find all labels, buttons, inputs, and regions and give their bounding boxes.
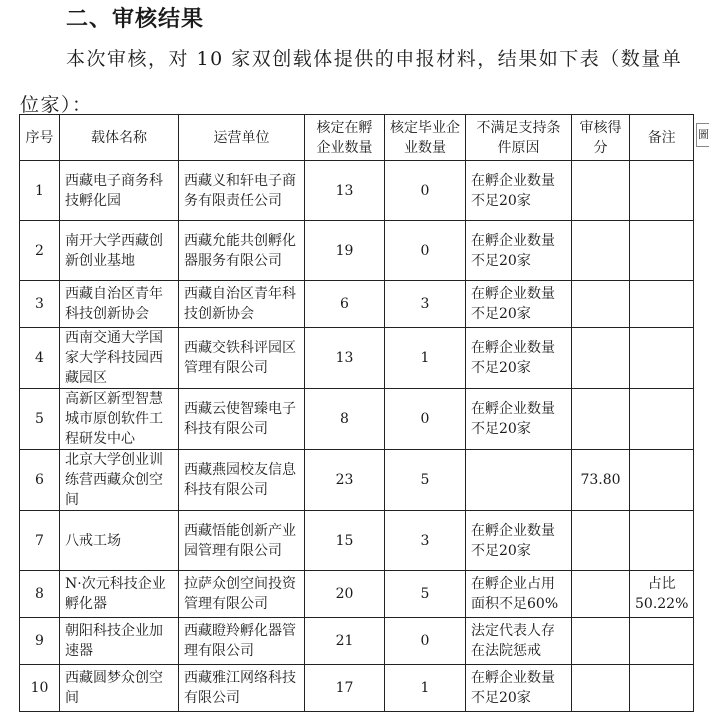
cell-note	[630, 328, 694, 389]
table-row	[20, 618, 694, 665]
cell-name: 八戒工场	[60, 511, 179, 571]
cell-reason: 在孵企业数量不足20家	[466, 389, 572, 450]
cell-name: N·次元科技企业孵化器	[60, 571, 179, 618]
cell-name: 西南交通大学国家大学科技园西藏园区	[60, 328, 179, 389]
cell-reason: 在孵企业占用面积不足60%	[466, 571, 572, 618]
cell-graduated: 3	[385, 281, 466, 328]
table-row	[20, 665, 694, 712]
cell-seq: 9	[20, 618, 60, 665]
cell-score	[572, 571, 630, 618]
cell-score	[572, 221, 630, 281]
cell-note	[630, 161, 694, 221]
cell-graduated: 1	[385, 665, 466, 712]
cell-score	[572, 281, 630, 328]
cell-name: 西藏电子商务科技孵化园	[60, 161, 179, 221]
cell-note	[630, 665, 694, 712]
cell-operator: 拉萨众创空间投资管理有限公司	[179, 571, 305, 618]
cell-reason: 在孵企业数量不足20家	[466, 328, 572, 389]
cell-graduated: 0	[385, 389, 466, 450]
cell-operator: 西藏雅江网络科技有限公司	[179, 665, 305, 712]
cell-seq: 5	[20, 389, 60, 450]
cell-reason: 在孵企业数量不足20家	[466, 221, 572, 281]
cell-incubating: 20	[305, 571, 385, 618]
table-body	[20, 161, 694, 712]
cell-graduated: 5	[385, 450, 466, 511]
side-toolbar-tab[interactable]: 圖	[696, 123, 709, 147]
cell-operator: 西藏瞪羚孵化器管理有限公司	[179, 618, 305, 665]
cell-score	[572, 665, 630, 712]
cell-seq: 10	[20, 665, 60, 712]
cell-name: 高新区新型智慧城市原创软件工程研发中心	[60, 389, 179, 450]
cell-note	[630, 450, 694, 511]
table-row	[20, 281, 694, 328]
header-note: 备注	[630, 115, 694, 161]
cell-graduated: 5	[385, 571, 466, 618]
header-score: 审核得分	[572, 115, 630, 161]
cell-reason: 在孵企业数量不足20家	[466, 511, 572, 571]
cell-incubating: 21	[305, 618, 385, 665]
cell-operator: 西藏允能共创孵化器服务有限公司	[179, 221, 305, 281]
cell-incubating: 23	[305, 450, 385, 511]
table-row	[20, 389, 694, 450]
cell-note: 占比50.22%	[630, 571, 694, 618]
audit-results-table	[19, 114, 694, 712]
cell-score	[572, 389, 630, 450]
cell-score: 73.80	[572, 450, 630, 511]
table-row	[20, 450, 694, 511]
cell-incubating: 8	[305, 389, 385, 450]
cell-reason: 在孵企业数量不足20家	[466, 161, 572, 221]
cell-seq: 8	[20, 571, 60, 618]
intro-paragraph: 本次审核，对 10 家双创载体提供的申报材料，结果如下表（数量单位家）：	[20, 48, 683, 116]
table-row	[20, 161, 694, 221]
cell-seq: 3	[20, 281, 60, 328]
cell-reason: 在孵企业数量不足20家	[466, 281, 572, 328]
cell-incubating: 13	[305, 161, 385, 221]
cell-operator: 西藏燕园校友信息科技有限公司	[179, 450, 305, 511]
cell-seq: 1	[20, 161, 60, 221]
cell-incubating: 6	[305, 281, 385, 328]
header-graduated: 核定毕业企业数量	[385, 115, 466, 161]
table-row	[20, 221, 694, 281]
cell-operator: 西藏自治区青年科技创新协会	[179, 281, 305, 328]
cell-score	[572, 511, 630, 571]
cell-graduated: 0	[385, 221, 466, 281]
table-row	[20, 511, 694, 571]
cell-seq: 2	[20, 221, 60, 281]
cell-graduated: 1	[385, 328, 466, 389]
header-operator: 运营单位	[179, 115, 305, 161]
cell-name: 西藏自治区青年科技创新协会	[60, 281, 179, 328]
cell-incubating: 15	[305, 511, 385, 571]
cell-score	[572, 161, 630, 221]
cell-operator: 西藏悟能创新产业园管理有限公司	[179, 511, 305, 571]
cell-name: 朝阳科技企业加速器	[60, 618, 179, 665]
cell-reason: 法定代表人存在法院惩戒	[466, 618, 572, 665]
header-row	[20, 115, 694, 161]
cell-note	[630, 221, 694, 281]
table-row	[20, 328, 694, 389]
cell-graduated: 0	[385, 618, 466, 665]
cell-note	[630, 618, 694, 665]
table-header	[20, 115, 694, 161]
header-seq: 序号	[20, 115, 60, 161]
cell-incubating: 17	[305, 665, 385, 712]
cell-score	[572, 328, 630, 389]
cell-seq: 7	[20, 511, 60, 571]
cell-incubating: 19	[305, 221, 385, 281]
cell-operator: 西藏云使智臻电子科技有限公司	[179, 389, 305, 450]
cell-note	[630, 511, 694, 571]
cell-operator: 西藏义和轩电子商务有限责任公司	[179, 161, 305, 221]
header-reason: 不满足支持条件原因	[466, 115, 572, 161]
cell-name: 北京大学创业训练营西藏众创空间	[60, 450, 179, 511]
header-incubating: 核定在孵企业数量	[305, 115, 385, 161]
cell-note	[630, 389, 694, 450]
cell-score	[572, 618, 630, 665]
cell-reason	[466, 450, 572, 511]
cell-reason: 在孵企业数量不足20家	[466, 665, 572, 712]
cell-name: 南开大学西藏创新创业基地	[60, 221, 179, 281]
header-name: 载体名称	[60, 115, 179, 161]
cell-seq: 6	[20, 450, 60, 511]
cell-seq: 4	[20, 328, 60, 389]
cell-name: 西藏圆梦众创空间	[60, 665, 179, 712]
section-heading: 二、审核结果	[66, 7, 205, 32]
cell-graduated: 0	[385, 161, 466, 221]
cell-graduated: 3	[385, 511, 466, 571]
cell-operator: 西藏交铁科评园区管理有限公司	[179, 328, 305, 389]
cell-note	[630, 281, 694, 328]
cell-incubating: 13	[305, 328, 385, 389]
table-row	[20, 571, 694, 618]
